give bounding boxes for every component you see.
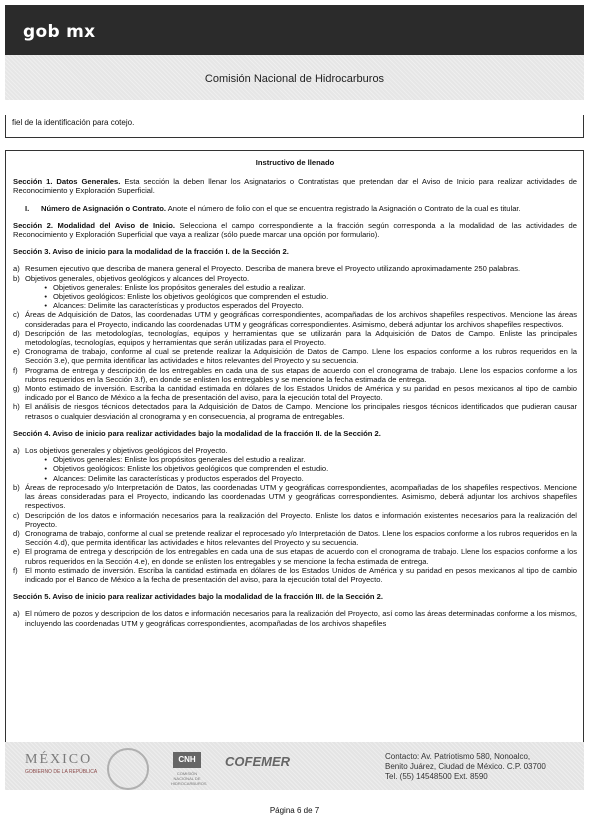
list-item-marker: d) (13, 328, 20, 338)
list-item-text: Objetivos generales, objetivos geológicos y alcances del Proyecto. (25, 273, 250, 283)
section-3-heading: Sección 3. Aviso de inicio para la modalidad de la fracción I. de la Sección 2. (13, 247, 289, 257)
list-item-text: Áreas de Adquisición de Datos, las coordenadas UTM y geográficas correspondientes, acompañadas de los archivos shapefiles respectivos. Mencione las áreas consideradas para el Proyecto, indicando las coordenadas UTM y geográficas correspondientes. Asimismo, deberá adjuntar los archivos shapefiles respectivos. (25, 310, 577, 329)
bullet-item (25, 464, 577, 473)
list-item (13, 366, 577, 384)
list-item-text: Cronograma de trabajo, conforme al cual se pretende realizar el reprocesado y/o Interpretación de Datos. Llene los espacios conforme a los rubros requeridos en la Sección 4.d), que permita identificar las actividades e hitos relevantes del Proyecto y su secuencia. (25, 528, 577, 548)
list-item (13, 347, 577, 365)
header-bar (5, 5, 584, 55)
section-4-list (13, 446, 577, 584)
list-item-marker: c) (13, 510, 20, 520)
roman-heading: Número de Asignación o Contrato. (41, 203, 167, 213)
section-5-heading: Sección 5. Aviso de inicio para realizar actividades bajo la modalidad de la fracción III. de la Sección 2. (13, 592, 383, 602)
bullet-item (25, 292, 577, 301)
list-item (13, 609, 577, 627)
top-continuation-box (5, 115, 584, 138)
section-4-heading: Sección 4. Aviso de inicio para realizar actividades bajo la modalidad de la fracción II. de la Sección 2. (13, 428, 381, 438)
contact-line-2: Benito Juárez, Ciudad de México. C.P. 03700 (385, 762, 546, 771)
bullet-list (25, 455, 577, 483)
list-item-text: El programa de entrega y descripción de los entregables en cada una de sus etapas de acuerdo con el cronograma de trabajo. Llene los espacios conforme a los rubros requeridos en la Sección 4.e), en donde se enlisten los entregables y se mencione la fecha estimada de entrega. (25, 547, 577, 566)
list-item-marker: d) (13, 528, 20, 538)
bullet-text: Objetivos geológicos: Enliste los objetivos geológicos que comprenden el estudio. (53, 292, 329, 302)
roman-text: Anote el número de folio con el que se encuentra registrado la Asignación o Contrato de la cual es titular. (166, 203, 521, 213)
list-item-marker: c) (13, 310, 20, 320)
list-item-marker: f) (13, 565, 18, 575)
list-item (13, 274, 577, 311)
list-item (13, 384, 577, 402)
list-item (13, 446, 577, 483)
bullet-icon: • (44, 464, 47, 474)
bullet-icon: • (44, 282, 47, 292)
mexico-logo: MÉXICO (25, 752, 93, 767)
mexico-logo-subtitle: GOBIERNO DE LA REPÚBLICA (25, 769, 98, 775)
list-item (13, 329, 577, 347)
bullet-list (25, 283, 577, 311)
section-5-list (13, 609, 577, 627)
bullet-icon: • (44, 473, 47, 483)
footer-bar (5, 742, 584, 790)
bullet-text: Alcances: Delimite las características y productos esperados del Proyecto. (53, 301, 304, 311)
list-item-text: Los objetivos generales y objetivos geológicos del Proyecto. (25, 446, 228, 456)
agency-name: Comisión Nacional de Hidrocarburos (204, 73, 385, 85)
list-item (13, 264, 577, 273)
list-item-text: Programa de entrega y descripción de los entregables en cada una de sus etapas de acuerdo con el cronograma de trabajo. Llene los espacios conforme a los rubros requeridos en la Sección 3.f), en donde se enlisten los entregables y se mencione la fecha estimada de entrega. (25, 365, 577, 384)
list-item-marker: b) (13, 482, 20, 492)
list-item-text: Monto estimado de inversión. Escriba la cantidad estimada en dólares de los Estados Unidos de América y su paridad en pesos mexicanos al tipo de cambio indicado por el Banco de México a la fecha de presentación del aviso, para la ejecución total del Proyecto. (25, 384, 577, 403)
bullet-text: Alcances: Delimite las características y productos esperados del Proyecto. (53, 473, 304, 483)
list-item-text: Cronograma de trabajo, conforme al cual se pretende realizar la Adquisición de Datos de Campo. Llene los espacios conforme a los rubros requeridos en la Sección 3.e), que permita identificar las actividades e hitos relevantes del Proyecto y su secuencia. (25, 347, 577, 366)
list-item (13, 511, 577, 529)
contact-line-3: Tel. (55) 14548500 Ext. 8590 (385, 772, 488, 781)
contact-info (385, 752, 546, 782)
bullet-text: Objetivos generales: Enliste los propósitos generales del estudio a realizar. (53, 282, 306, 292)
section-2 (13, 221, 577, 239)
list-item-text: El monto estimado de inversión. Escriba la cantidad estimada en dólares de los Estados Unidos de América y su paridad en pesos mexicanos al tipo de cambio indicado por el Banco de México a la fecha de presentación del aviso, para la ejecución total del Proyecto. (25, 565, 577, 584)
bullet-text: Objetivos geológicos: Enliste los objetivos geológicos que comprenden el estudio. (53, 464, 329, 474)
list-item (13, 310, 577, 328)
list-item-marker: a) (13, 264, 20, 274)
contact-line-1: Contacto: Av. Patriotismo 580, Nonoalco, (385, 752, 531, 761)
list-item (13, 547, 577, 565)
instructivo-box (5, 150, 584, 743)
item-roman-i (13, 204, 577, 213)
bullet-item (25, 283, 577, 292)
continuation-text: fiel de la identificación para cotejo. (12, 118, 135, 127)
list-item (13, 483, 577, 511)
national-seal-icon (107, 748, 149, 790)
list-item-text: Descripción de las metodologías, tecnologías, equipos y herramientas que se utilizarán para la Adquisición de Datos de Campo. Enliste las principales metodologías, tecnologías, equipos y herramientas que serán utilizadas para el Proyecto. (25, 328, 577, 348)
list-item-text: El número de pozos y descripcion de los datos e información necesarios para la realización del Proyecto, así como las áreas determinadas conforme a los mismos, incluyendo las coordenadas UTM y geográficas correspondientes, acompañadas de los archivos shapefiles (25, 609, 577, 628)
gobmx-logo: gob mx (23, 22, 96, 42)
section-1 (13, 177, 577, 195)
list-item (13, 402, 577, 420)
cnh-logo: CNH (173, 752, 201, 768)
list-item-marker: e) (13, 347, 20, 357)
section-2-text: Selecciona el campo correspondiente a la fracción según corresponda a la modalidad de las actividades de Reconocimiento y Exploración Superficial que vaya a realizar (sólo puede marcar una opción por formulario). (13, 220, 577, 240)
list-item-marker: a) (13, 609, 20, 619)
bullet-text: Objetivos generales: Enliste los propósitos generales del estudio a realizar. (53, 455, 306, 465)
list-item-marker: h) (13, 402, 20, 412)
list-item-text: El análisis de riesgos técnicos detectados para la Adquisición de Datos de Campo. Mencione los principales riesgos técnicos identificados que pudieran causar retrasos o cualquier desviación al cronograma y en consecuencia, al programa de entregables. (25, 402, 577, 421)
section-1-heading: Sección 1. Datos Generales. (13, 177, 121, 187)
bullet-item (25, 474, 577, 483)
list-item-text: Resumen ejecutivo que describa de manera general el Proyecto. Describa de manera breve el Proyecto utilizando aproximadamente 250 palabras. (25, 264, 521, 274)
list-item (13, 566, 577, 584)
list-item-text: Descripción de los datos e información necesarios para la realización del Proyecto. Enliste los datos e información existentes necesarios para la realización del Proyecto. (25, 510, 577, 529)
bullet-icon: • (44, 301, 47, 311)
bullet-item (25, 301, 577, 310)
cnh-logo-subtitle: COMISIÓN NACIONAL DE HIDROCARBUROS (171, 771, 207, 786)
list-item-marker: a) (13, 446, 20, 456)
roman-marker: I. (25, 203, 30, 213)
section-3-list (13, 264, 577, 420)
list-item (13, 529, 577, 547)
section-1-text: Esta sección la deben llenar los Asignatarios o Contratistas que pretendan dar el Aviso de Inicio para realizar actividades de Reconocimiento y Exploración Superficial. (13, 177, 578, 196)
subtitle-bar (5, 55, 584, 100)
bullet-item (25, 455, 577, 464)
section-2-heading: Sección 2. Modalidad del Aviso de Inicio. (13, 220, 175, 230)
cofemer-logo: COFEMER (225, 754, 290, 769)
page-number: Página 6 de 7 (269, 806, 320, 815)
list-item-text: Áreas de reprocesado y/o Interpretación de Datos, las coordenadas UTM y geográficas correspondientes, acompañadas de los shapefiles respectivos. Mencione las áreas consideradas para el Proyecto, indicando las coordenadas UTM y geográficas correspondientes. Asimismo, deberá adjuntar los archivos shapefiles respectivos. (25, 482, 577, 511)
instructivo-title: Instructivo de llenado (255, 158, 335, 167)
list-item-marker: e) (13, 547, 20, 557)
list-item-marker: b) (13, 273, 20, 283)
list-item-marker: g) (13, 384, 20, 394)
bullet-icon: • (44, 292, 47, 302)
bullet-icon: • (44, 455, 47, 465)
list-item-marker: f) (13, 365, 18, 375)
